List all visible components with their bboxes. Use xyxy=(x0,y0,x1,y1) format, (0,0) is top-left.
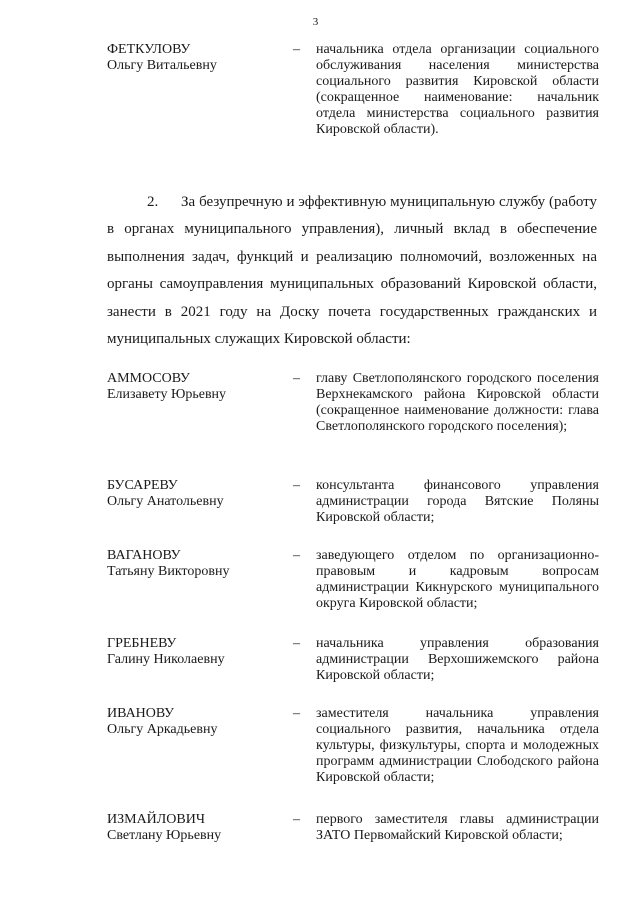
position-description: первого заместителя главы администрации ЗАТО Первомайский Кировской области; xyxy=(316,812,599,843)
person-given-name: Ольгу Аркадьевну xyxy=(107,722,218,737)
page-number: 3 xyxy=(312,16,319,28)
dash: – xyxy=(293,548,300,563)
person-name xyxy=(107,371,277,403)
dash: – xyxy=(293,42,300,57)
dash: – xyxy=(293,636,300,651)
person-surname: АММОСОВУ xyxy=(107,371,190,386)
person-surname: ИВАНОВУ xyxy=(107,706,175,721)
paragraph-number: 2. xyxy=(147,194,159,210)
position-description: консультанта финансового управления администрации города Вятские Поляны Кировской области; xyxy=(316,478,599,525)
person-given-name: Елизавету Юрьевну xyxy=(107,387,227,402)
person-surname: ФЕТКУЛОВУ xyxy=(107,42,191,57)
person-surname: ИЗМАЙЛОВИЧ xyxy=(107,812,205,827)
person-given-name: Галину Николаевну xyxy=(107,652,225,667)
person-name xyxy=(107,636,277,668)
person-surname: БУСАРЕВУ xyxy=(107,478,178,493)
person-name xyxy=(107,548,277,580)
person-name xyxy=(107,42,277,74)
person-name xyxy=(107,812,277,844)
position-description: заместителя начальника управления социального развития, начальника отдела культуры, физкультуры, спорта и молодежных программ администрации Слободского района Кировской области; xyxy=(316,706,599,785)
dash: – xyxy=(293,371,300,386)
person-surname: ГРЕБНЕВУ xyxy=(107,636,177,651)
person-name xyxy=(107,478,277,510)
person-given-name: Ольгу Анатольевну xyxy=(107,494,224,509)
dash: – xyxy=(293,812,300,827)
dash: – xyxy=(293,478,300,493)
paragraph-text: За безупречную и эффективную муниципальную службу (работу в органах муниципального управления), личный вклад в обеспечение выполнения задач, функций и реализацию полномочий, возложенных на органы самоуправления муниципальных образований Кировской области, занести в 2021 году на Доску почета государственных гражданских и муниципальных служащих Кировской области: xyxy=(107,194,597,348)
position-description: начальника отдела организации социального обслуживания населения министерства социального развития Кировской области (сокращенное наименование: начальник отдела министерства социального развития Кировской области). xyxy=(316,42,599,137)
person-given-name: Светлану Юрьевну xyxy=(107,828,222,843)
position-description: заведующего отделом по организационно-правовым и кадровым вопросам администрации Кикнурского муниципального округа Кировской области; xyxy=(316,548,599,611)
position-description: главу Светлополянского городского поселения Верхнекамского района Кировской области (сокращенное наименование должности: глава Светлополянского городского поселения); xyxy=(316,371,599,434)
position-description: начальника управления образования администрации Верхошижемского района Кировской области; xyxy=(316,636,599,683)
person-given-name: Ольгу Витальевну xyxy=(107,58,217,73)
person-given-name: Татьяну Викторовну xyxy=(107,564,230,579)
person-name xyxy=(107,706,277,738)
person-surname: ВАГАНОВУ xyxy=(107,548,181,563)
dash: – xyxy=(293,706,300,721)
paragraph-2 xyxy=(107,189,597,353)
